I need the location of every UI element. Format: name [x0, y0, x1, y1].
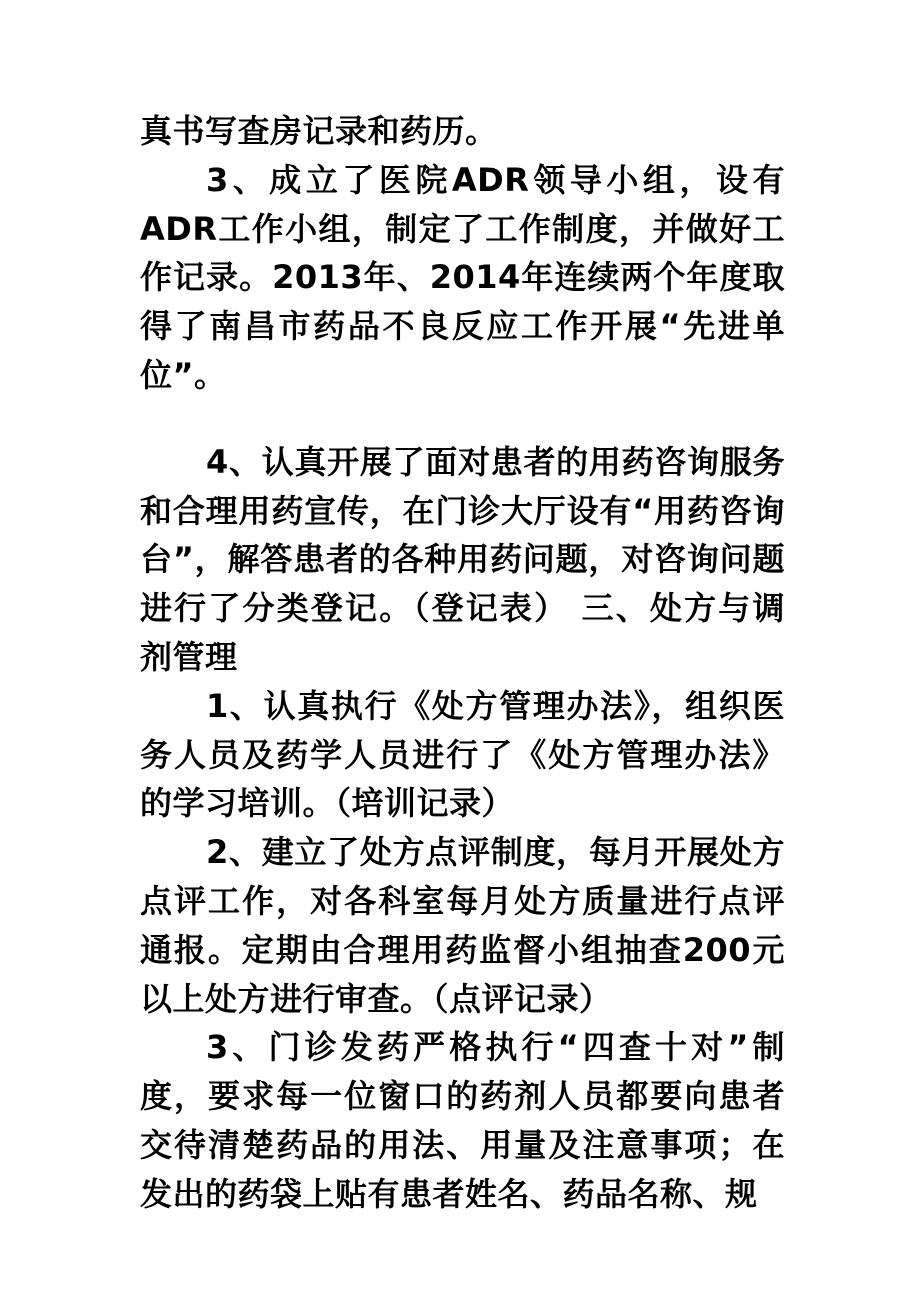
document-body: [140, 107, 785, 1219]
paragraph-prescription-rules: 1、认真执行《处方管理办法》，组织医务人员及药学人员进行了《处方管理办法》的学习培训。（培训记录）: [140, 686, 785, 823]
paragraph-continuation: 真书写查房记录和药历。: [140, 112, 498, 150]
paragraph-prescription-review: 2、建立了处方点评制度，每月开展处方点评工作，对各科室每月处方质量进行点评通报。定期由合理用药监督小组抽查200元以上处方进行审查。（点评记录）: [140, 833, 785, 1018]
paragraph-dispensing: 3、门诊发药严格执行“四查十对”制度，要求每一位窗口的药剂人员都要向患者交待清楚药品的用法、用量及注意事项；在发出的药袋上贴有患者姓名、药品名称、规: [140, 1028, 785, 1213]
paragraph-medication-consulting: 4、认真开展了面对患者的用药咨询服务和合理用药宣传，在门诊大厅设有“用药咨询台”，解答患者的各种用药问题，对咨询问题进行了分类登记。（登记表） 三、处方与调剂管理: [140, 442, 785, 676]
paragraph-adr-group: 3、成立了医院ADR领导小组，设有ADR工作小组，制定了工作制度，并做好工作记录。2013年、2014年连续两个年度取得了南昌市药品不良反应工作开展“先进单位”。: [140, 160, 785, 394]
